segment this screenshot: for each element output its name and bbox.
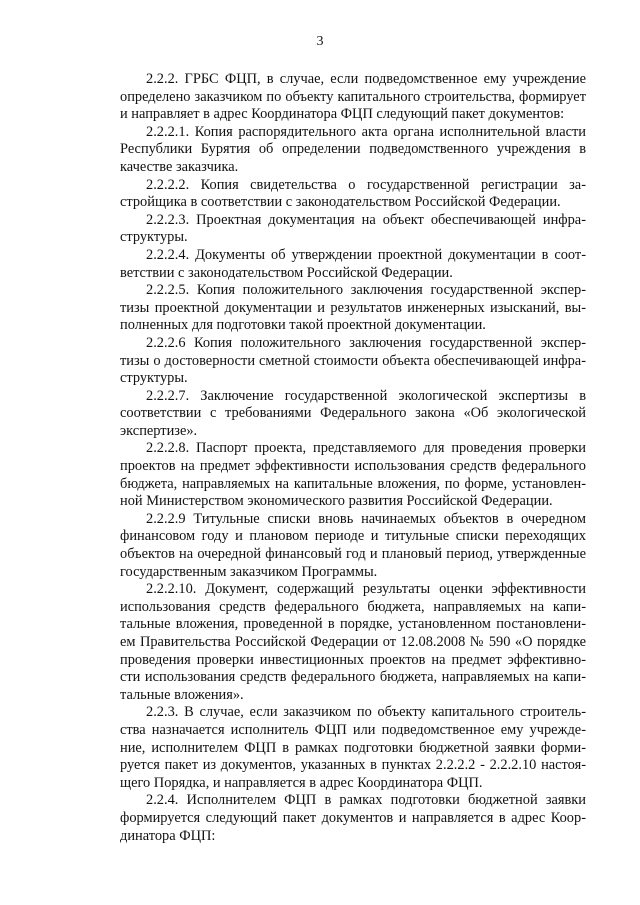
- paragraph-2-2-2-7: 2.2.2.7. Заключение государственной экологической экспертизы в соответствии с требованиями Федерального закона «Об экологической экспертизе».: [120, 387, 586, 439]
- paragraph-2-2-2-5: 2.2.2.5. Копия положительного заключения государственной экспертизы проектной документации и результатов инженерных изысканий, выполненных для подготовки такой проектной документации.: [120, 282, 586, 334]
- paragraph-2-2-2-4: 2.2.2.4. Документы об утверждении проектной документации в соответствии с законодательством Российской Федерации.: [120, 246, 586, 281]
- paragraph-2-2-2: 2.2.2. ГРБС ФЦП, в случае, если подведомственное ему учреждение определено заказчиком по объекту капитального строительства, формирует и направляет в адрес Координатора ФЦП следующий пакет документов:: [120, 71, 586, 123]
- paragraph-2-2-3: 2.2.3. В случае, если заказчиком по объекту капитального строительства назначается исполнитель ФЦП или подведомственное ему учреждение, исполнителем ФЦП в рамках подготовки бюджетной заявки формируется пакет из документов, указанных в пунктах 2.2.2.2 - 2.2.2.10 настоящего Порядка, и направляется в адрес Координатора ФЦП.: [120, 704, 586, 791]
- paragraph-2-2-2-6: 2.2.2.6 Копия положительного заключения государственной экспертизы о достоверности сметной стоимости объекта обеспечивающей инфраструктуры.: [120, 334, 586, 387]
- document-body: [120, 71, 586, 845]
- paragraph-2-2-2-9: 2.2.2.9 Титульные списки вновь начинаемых объектов в очередном финансовом году и плановом периоде и титульные списки переходящих объектов на очередной финансовый год и плановый период, утвержденные государственным заказчиком Программы.: [120, 510, 586, 580]
- paragraph-2-2-2-8: 2.2.2.8. Паспорт проекта, представляемого для проведения проверки проектов на предмет эффективности использования средств федерального бюджета, направляемых на капитальные вложения, по форме, установленной Министерством экономического развития Российской Федерации.: [120, 440, 586, 510]
- paragraph-2-2-4: 2.2.4. Исполнителем ФЦП в рамках подготовки бюджетной заявки формируется следующий пакет документов и направляется в адрес Координатора ФЦП:: [120, 792, 586, 844]
- paragraph-2-2-2-10: 2.2.2.10. Документ, содержащий результаты оценки эффективности использования средств федерального бюджета, направляемых на капитальные вложения, проведенной в порядке, установленном постановлением Правительства Российской Федерации от 12.08.2008 № 590 «О порядке проведения проверки инвестиционных проектов на предмет эффективности использования средств федерального бюджета, направляемых на капитальные вложения».: [120, 581, 586, 703]
- page-number: 3: [316, 34, 324, 49]
- paragraph-2-2-2-2: 2.2.2.2. Копия свидетельства о государственной регистрации застройщика в соответствии с законодательством Российской Федерации.: [120, 176, 586, 211]
- paragraph-2-2-2-3: 2.2.2.3. Проектная документация на объект обеспечивающей инфраструктуры.: [120, 211, 586, 246]
- paragraph-2-2-2-1: 2.2.2.1. Копия распорядительного акта органа исполнительной власти Республики Бурятия об определении подведомственного учреждения в качестве заказчика.: [120, 123, 586, 175]
